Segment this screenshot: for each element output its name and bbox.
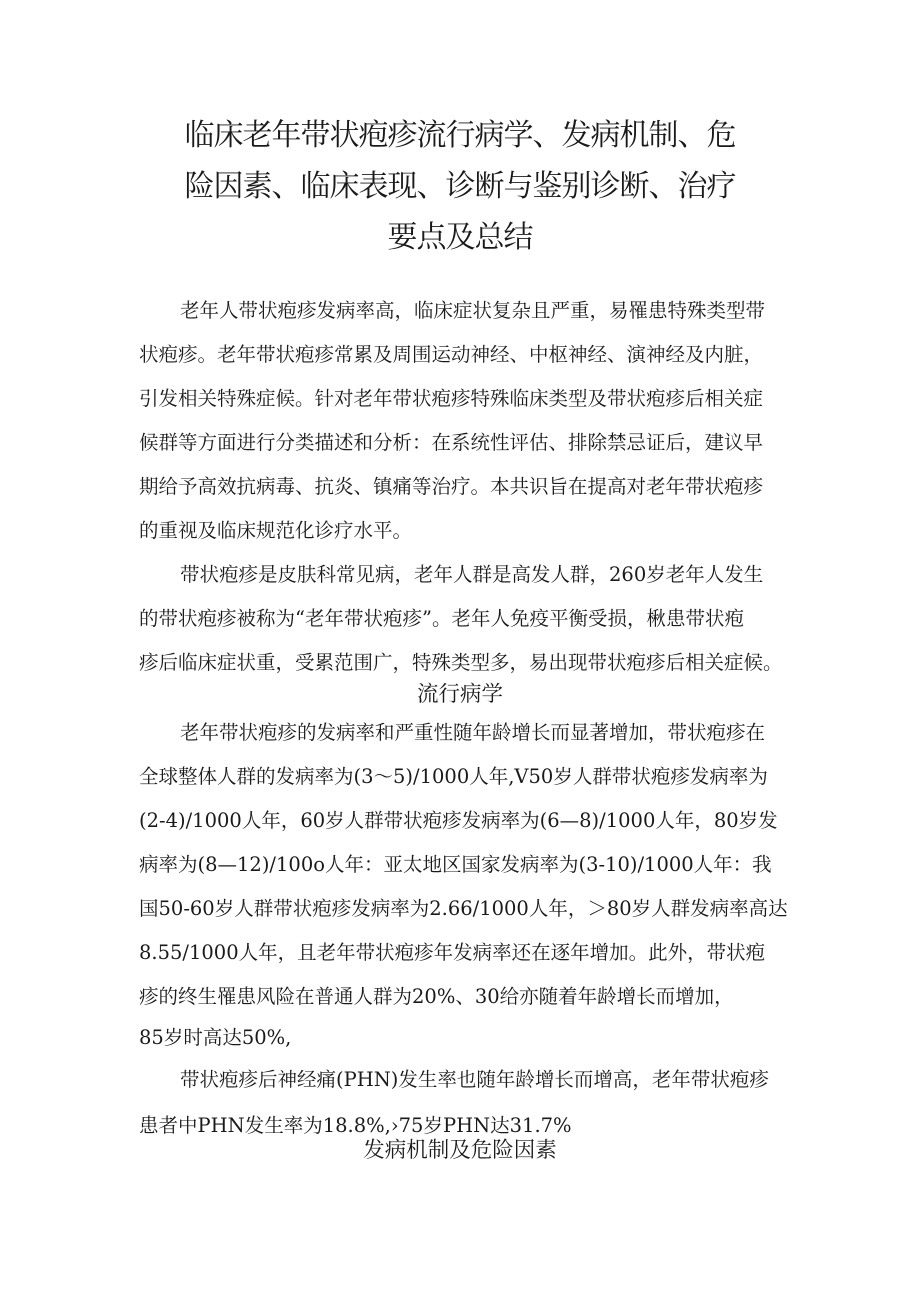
text-line: 全球整体人群的发病率为(3～5)/1000人年,V50岁人群带状疱疹发病率为 xyxy=(139,765,768,788)
section-heading-epidemiology: 流行病学 xyxy=(416,682,503,707)
text-line: 8.55/1000人年，且老年带状疱疹年发病率还在逐年增加。此外，带状疱 xyxy=(139,941,766,964)
text-line: 国50-60岁人群带状疱疹发病率为2.66/1000人年，＞80岁人群发病率高达 xyxy=(139,897,788,920)
title-line: 险因素、临床表现、诊断与鉴别诊断、治疗 xyxy=(184,169,736,204)
text-line: 的带状疱疹被称为“老年带状疱疹”。老年人免疫平衡受损，楸患带状疱 xyxy=(139,607,744,630)
title-line: 临床老年带状疱疹流行病学、发病机制、危 xyxy=(184,118,736,153)
document-title xyxy=(150,110,770,263)
text-line: 的重视及临床规范化诊疗水平。 xyxy=(139,519,413,542)
text-line: (2-4)/1000人年，60岁人群带状疱疹发病率为(6—8)/1000人年，80岁发 xyxy=(139,809,778,832)
intro-paragraph xyxy=(139,289,799,553)
section-heading-mechanism: 发病机制及危险因素 xyxy=(363,1138,557,1163)
text-line: 带状疱疹是皮肤科常见病，老年人群是高发人群，260岁老年人发生 xyxy=(180,563,764,586)
text-line: 期给予高效抗病毒、抗炎、镇痛等治疗。本共识旨在提高对老年带状疱疹 xyxy=(139,475,764,498)
text-line: 状疱疹。老年带状疱疹常累及周围运动神经、中枢神经、演神经及内脏， xyxy=(139,343,764,366)
text-line: 疹的终生罹患风险在普通人群为20%、30给亦随着年龄增长而增加， xyxy=(139,985,734,1008)
text-line: 患者中PHN发生率为18.8%,›75岁PHN达31.7% xyxy=(139,1114,572,1137)
text-line: 老年带状疱疹的发病率和严重性随年龄增长而显著增加，带状疱疹在 xyxy=(180,721,766,744)
text-line: 引发相关特殊症候。针对老年带状疱疹特殊临床类型及带状疱疹后相关症 xyxy=(139,387,764,410)
title-line: 要点及总结 xyxy=(387,220,533,255)
background-paragraph xyxy=(139,553,799,685)
text-line: 带状疱疹后神经痛(PHN)发生率也随年龄增长而增高，老年带状疱疹 xyxy=(180,1068,769,1091)
epidemiology-tail-line: 85岁时高达50%, xyxy=(139,1026,292,1049)
text-line: 病率为(8—12)/100o人年：亚太地区国家发病率为(3-10)/1000人年：我 xyxy=(139,853,772,876)
epidemiology-paragraph xyxy=(139,711,799,1019)
text-line: 老年人带状疱疹发病率高，临床症状复杂且严重，易罹患特殊类型带 xyxy=(180,299,766,322)
text-line: 疹后临床症状重，受累范围广，特殊类型多，易出现带状疱疹后相关症候。 xyxy=(139,651,783,674)
text-line: 候群等方面进行分类描述和分析：在系统性评估、排除禁忌证后，建议早 xyxy=(139,431,764,454)
